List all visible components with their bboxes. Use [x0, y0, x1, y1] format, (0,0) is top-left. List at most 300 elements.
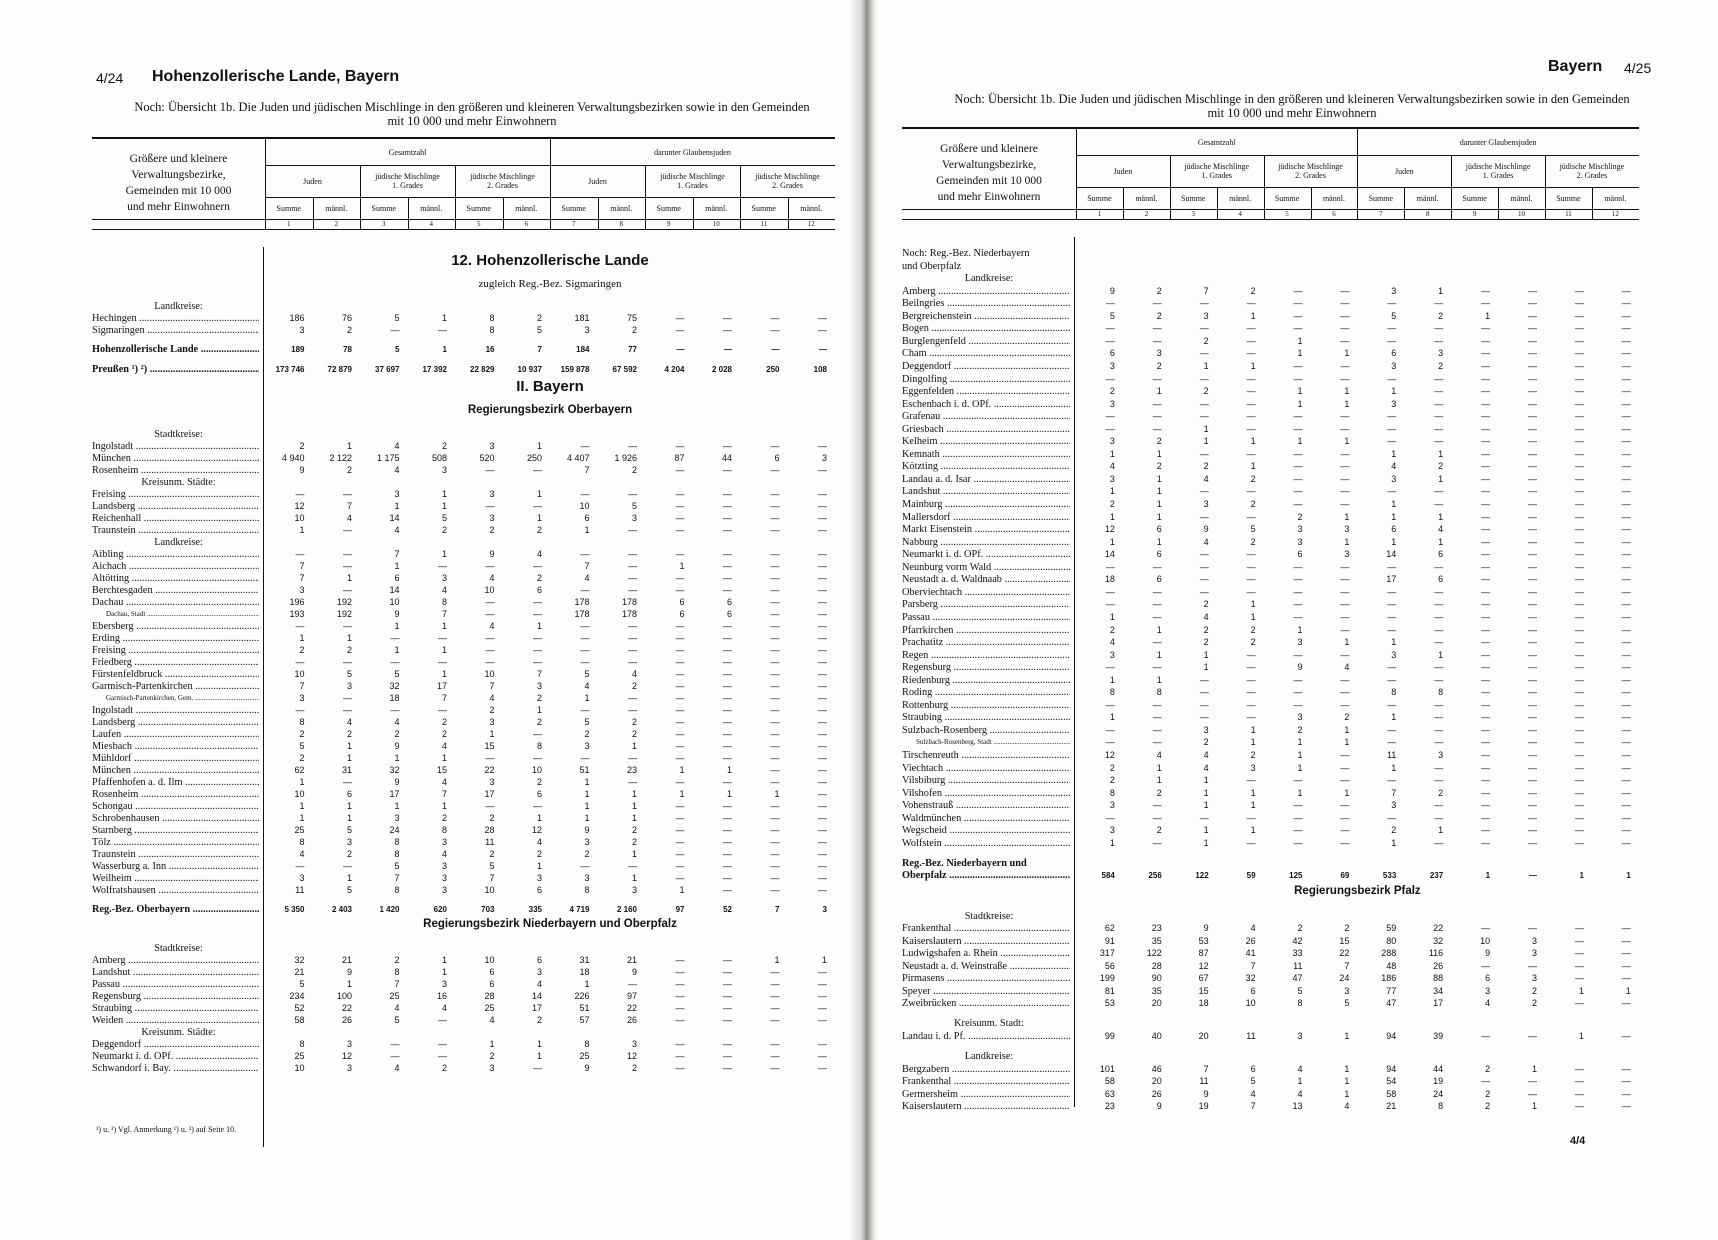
cell-value: 1 [346, 979, 352, 990]
cell-value: 26 [626, 1015, 637, 1026]
cell-value: 58 [1386, 1088, 1397, 1099]
cell-value: — [1621, 687, 1631, 698]
cell-value: 4 [489, 620, 495, 631]
cell-value: — [1481, 699, 1491, 710]
cell-value: 1 [1344, 737, 1350, 748]
cell-value: 1 [299, 800, 305, 811]
cell-value: — [1246, 837, 1256, 848]
cell-value: 1 [821, 955, 827, 966]
cell-value: — [770, 560, 780, 571]
row-label: Neumarkt i. d. OPf. ..... [92, 1051, 259, 1062]
cell-value: — [1621, 737, 1631, 748]
cell-value: 24 [389, 824, 400, 835]
cell-value: 9 [1297, 662, 1303, 673]
row-heading-label: Stadtkreise: [154, 428, 203, 440]
header-summe: Summe [1274, 193, 1300, 203]
row-heading [92, 477, 265, 488]
cell-value: 2 [536, 572, 542, 583]
cell-value: — [1481, 524, 1491, 535]
table-row [92, 669, 835, 680]
row-heading [92, 537, 265, 548]
cell-value: 53 [1104, 998, 1115, 1009]
cell-value: 8 [489, 325, 495, 336]
cell-value: — [1481, 448, 1491, 459]
cell-value: — [1574, 285, 1584, 296]
cell-value: 226 [574, 991, 590, 1002]
cell-value: — [1293, 310, 1303, 321]
cell-value: 11 [295, 884, 305, 895]
cell-value: — [580, 548, 590, 559]
table-row [902, 1101, 1639, 1112]
table-row [902, 537, 1639, 548]
cell-value: — [1481, 712, 1491, 723]
cell-value: — [1152, 611, 1162, 622]
cell-value: 8 [1438, 1101, 1444, 1112]
cell-value: — [723, 620, 732, 631]
cell-value: 3 [1297, 1031, 1303, 1042]
cell-value: — [580, 644, 590, 655]
cell-value: 5 [1250, 524, 1256, 535]
cell-value: — [723, 728, 732, 739]
cell-value: 7 [584, 560, 590, 571]
cell-value: — [675, 776, 685, 787]
cell-value: 5 [441, 512, 447, 523]
cell-value: 3 [1531, 948, 1537, 959]
cell-value: 3 [299, 872, 305, 883]
table-row [902, 486, 1639, 497]
cell-value: — [1481, 398, 1491, 409]
row-label: München ..... [92, 453, 259, 464]
cell-value: 1 [1203, 423, 1209, 434]
cell-value: — [818, 824, 827, 835]
cell-value: — [818, 560, 827, 571]
cell-value: — [1527, 335, 1537, 346]
cell-value: 2 [346, 848, 352, 859]
row-label: Hechingen ..... [92, 313, 259, 324]
cell-value: 3 [394, 812, 400, 823]
cell-value: 5 [631, 500, 637, 511]
cell-value: 1 [346, 872, 352, 883]
cell-value: 3 [584, 872, 590, 883]
cell-value: 9 [394, 740, 400, 751]
cell-value: 2 [536, 776, 542, 787]
stub-header [902, 129, 1076, 217]
cell-value: — [770, 740, 780, 751]
cell-value: 196 [289, 596, 305, 607]
cell-value: 62 [294, 764, 305, 775]
row-label: Regensburg ..... [92, 991, 259, 1002]
cell-value: — [1621, 674, 1631, 685]
cell-value: — [1199, 699, 1209, 710]
row-label: Riedenburg ..... [902, 675, 1070, 686]
cell-value: 317 [1099, 948, 1115, 959]
cell-value: — [1621, 473, 1631, 484]
cell-value: 2 [1203, 335, 1209, 346]
cell-value: — [390, 1039, 400, 1050]
subtitle-line: mit 10 000 und mehr Einwohnern [387, 114, 557, 128]
cell-value: — [1293, 674, 1303, 685]
header-maennl: männl. [420, 203, 443, 213]
cell-value: — [1621, 323, 1631, 334]
cell-value: 5 [394, 668, 400, 679]
cell-value: — [1199, 812, 1209, 823]
cell-value: 1 [679, 764, 685, 775]
cell-value: 5 350 [284, 905, 305, 914]
cell-value: 584 [1101, 871, 1115, 881]
cell-value: 8 [584, 1039, 590, 1050]
cell-value: 6 [394, 572, 400, 583]
header-line: jüdische Mischlinge [470, 172, 535, 181]
section-title: Regierungsbezirk Pfalz [1294, 885, 1421, 898]
cell-value: 10 937 [517, 364, 542, 374]
page-number: 4/24 [96, 70, 124, 86]
cell-value: — [1574, 398, 1584, 409]
cell-value: 4 407 [566, 452, 590, 463]
cell-value: — [1340, 373, 1350, 384]
rule [1123, 187, 1124, 219]
row-label: Prachatitz ..... [902, 637, 1070, 648]
cell-value: 1 [1626, 871, 1631, 881]
cell-value: 1 [1109, 611, 1115, 622]
cell-value: 2 [1344, 712, 1350, 723]
cell-value: 15 [484, 740, 495, 751]
row-label: Tirschenreuth ..... [902, 750, 1070, 761]
cell-value: 5 [1109, 310, 1115, 321]
row-label: Mallersdorf ..... [902, 512, 1070, 523]
cell-value: — [1481, 436, 1491, 447]
cell-value: 11 [485, 836, 495, 847]
cell-value: 1 [536, 704, 542, 715]
cell-value: — [818, 812, 827, 823]
cell-value: — [1527, 649, 1537, 660]
cell-value: 58 [294, 1015, 305, 1026]
row-label: Zweibrücken ..... [902, 998, 1070, 1009]
cell-value: — [438, 704, 447, 715]
cell-value: 17 [531, 1003, 542, 1014]
row-label: Landshut ..... [92, 967, 259, 978]
cell-value: 1 [394, 800, 400, 811]
rule [313, 197, 314, 229]
cell-value: — [1621, 486, 1631, 497]
cell-value: — [676, 345, 685, 355]
cell-value: 2 [1156, 310, 1162, 321]
cell-value: — [1621, 750, 1631, 760]
cell-value: — [675, 1039, 685, 1050]
cell-value: — [1293, 687, 1303, 698]
cell-value: — [1574, 423, 1584, 434]
row-label: Ingolstadt ..... [92, 705, 259, 716]
cell-value: — [1621, 549, 1631, 560]
cell-value: — [770, 325, 780, 336]
cell-value: — [1481, 473, 1491, 484]
cell-value: 10 [484, 884, 495, 895]
cell-value: 1 [394, 752, 400, 763]
cell-value: 9 [631, 967, 637, 978]
table-row [902, 562, 1639, 573]
header-maennl: männl. [610, 203, 633, 213]
row-label: Mühldorf ..... [92, 753, 259, 764]
header-line: 2. Grades [1576, 171, 1608, 180]
row-label: Schrobenhausen ..... [92, 813, 259, 824]
rule [1076, 129, 1077, 219]
cell-value: — [1152, 812, 1162, 823]
cell-value: — [1621, 448, 1631, 459]
cell-value: 2 [1203, 624, 1209, 635]
cell-value: — [1574, 298, 1584, 309]
rule [1498, 187, 1499, 219]
cell-value: 3 [631, 512, 637, 523]
cell-value: — [818, 752, 827, 763]
cell-value: — [675, 572, 685, 583]
cell-value: 17 [436, 680, 447, 691]
cell-value: — [1387, 411, 1397, 422]
cell-value: — [1527, 561, 1537, 572]
cell-value: — [1434, 298, 1444, 309]
cell-value: — [1574, 812, 1584, 823]
cell-value: — [1293, 323, 1303, 334]
cell-value: — [675, 548, 685, 559]
cell-value: 2 [1109, 762, 1115, 773]
cell-value: — [1574, 662, 1584, 673]
table-row [92, 325, 835, 336]
cell-value: — [1621, 973, 1631, 984]
cell-value: 1 [441, 488, 447, 499]
cell-value: 8 [299, 836, 305, 847]
cell-value: — [485, 644, 495, 655]
cell-value: — [1434, 323, 1444, 334]
cell-value: — [1105, 423, 1115, 434]
cell-value: 1 [1156, 473, 1162, 484]
stub-header-line: und mehr Einwohnern [127, 201, 230, 213]
cell-value: 4 [1297, 1063, 1303, 1074]
cell-value: 2 [1109, 775, 1115, 786]
cell-value: — [1481, 923, 1491, 934]
cell-value: — [1481, 724, 1491, 735]
row-label: Eschenbach i. d. OPf. ..... [902, 399, 1070, 410]
cell-value: — [1152, 662, 1162, 673]
cell-value: 4 [536, 836, 542, 847]
cell-value: 116 [1428, 948, 1444, 959]
header-gesamtzahl: Gesamtzahl [388, 147, 427, 157]
row-label: Neunburg vorm Wald ..... [902, 562, 1070, 573]
cell-value: 1 [1391, 837, 1397, 848]
cell-value: 3 [1203, 724, 1209, 735]
cell-value: 12 [1104, 750, 1115, 760]
cell-value: 72 879 [327, 364, 352, 374]
cell-value: — [628, 692, 637, 703]
column-number: 5 [1285, 209, 1289, 218]
cell-value: — [1105, 812, 1115, 823]
cell-value: 2 [536, 524, 542, 535]
cell-value: — [1199, 511, 1209, 522]
cell-value: 1 [1344, 386, 1350, 397]
cell-value: — [1621, 524, 1631, 535]
cell-value: — [628, 440, 637, 451]
cell-value: — [770, 608, 780, 619]
cell-value: 3 [1391, 649, 1397, 660]
row-label: Berchtesgaden ..... [92, 585, 259, 596]
cell-value: 1 [1344, 536, 1350, 547]
cell-value: 3 [489, 716, 495, 727]
cell-value: 2 [1297, 923, 1303, 934]
cell-value: 20 [1198, 1031, 1209, 1042]
table-row [92, 813, 835, 824]
cell-value: — [1527, 674, 1537, 685]
cell-value: — [1340, 586, 1350, 597]
cell-value: 2 [441, 1063, 447, 1074]
cell-value: — [1574, 624, 1584, 635]
cell-value: 26 [341, 1015, 352, 1026]
cell-value: 33 [1292, 948, 1303, 959]
cell-value: 178 [621, 596, 637, 607]
cell-value: — [1527, 712, 1537, 723]
cell-value: — [1340, 599, 1350, 610]
row-heading [902, 1051, 1076, 1062]
cell-value: 181 [574, 313, 590, 324]
cell-value: — [1387, 699, 1397, 710]
cell-value: 2 [346, 728, 352, 739]
cell-value: — [1527, 923, 1537, 934]
cell-value: 2 [1250, 637, 1256, 648]
cell-value: — [1293, 360, 1303, 371]
rule [1451, 155, 1452, 219]
cell-value: 17 392 [422, 364, 447, 374]
cell-value: 3 [346, 1063, 352, 1074]
cell-value: 288 [1381, 948, 1397, 959]
cell-value: — [1621, 812, 1631, 823]
rule [550, 139, 551, 229]
table-row [92, 904, 835, 915]
cell-value: — [770, 596, 780, 607]
table-row [902, 870, 1639, 881]
cell-value: 3 [536, 872, 542, 883]
cell-value: — [1152, 837, 1162, 848]
header-juden: Juden [1394, 166, 1414, 176]
cell-value: 192 [336, 608, 352, 619]
row-label: Wasserburg a. Inn ..... [92, 861, 259, 872]
cell-value: 5 [346, 824, 352, 835]
cell-value: 4 [1391, 461, 1397, 472]
cell-value: 8 [1391, 687, 1397, 698]
cell-value: — [675, 955, 685, 966]
cell-value: 2 [631, 680, 637, 691]
cell-value: 1 [1203, 436, 1209, 447]
column-number: 7 [572, 219, 576, 228]
row-label: München ..... [92, 765, 259, 776]
cell-value: 1 [441, 313, 447, 324]
cell-value: 7 [536, 668, 542, 679]
cell-value: 9 [584, 824, 590, 835]
cell-value: 256 [1148, 871, 1162, 881]
cell-value: 7 [584, 464, 590, 475]
cell-value: — [1340, 335, 1350, 346]
table-row [92, 525, 835, 536]
cell-value: — [818, 608, 827, 619]
table-row [902, 323, 1639, 334]
cell-value: — [1527, 812, 1537, 823]
cell-value: — [533, 500, 542, 511]
cell-value: 51 [579, 764, 590, 775]
cell-value: — [1527, 960, 1537, 971]
cell-value: 23 [1104, 1101, 1115, 1112]
cell-value: 1 [1297, 436, 1303, 447]
cell-value: 3 [821, 452, 827, 463]
cell-value: — [1574, 1063, 1584, 1074]
cell-value: 97 [675, 905, 685, 914]
right-page [870, 0, 1718, 1240]
cell-value: — [675, 313, 685, 324]
cell-value: 1 [679, 884, 685, 895]
cell-value: 520 [479, 452, 495, 463]
cell-value: 2 [1250, 750, 1256, 760]
cell-value: — [675, 488, 685, 499]
cell-value: 189 [291, 345, 305, 355]
cell-value: 1 [489, 1039, 495, 1050]
cell-value: 1 [1438, 448, 1444, 459]
cell-value: — [1199, 574, 1209, 585]
cell-value: — [1340, 423, 1350, 434]
cell-value: 1 [394, 620, 400, 631]
cell-value: — [675, 991, 685, 1002]
cell-value: — [1434, 586, 1444, 597]
header-m1 [645, 165, 740, 197]
cell-value: 40 [1151, 1031, 1162, 1042]
cell-value: 4 [394, 440, 400, 451]
cell-value: — [1621, 948, 1631, 959]
cell-value: — [1199, 549, 1209, 560]
cell-value: 99 [1104, 1031, 1115, 1042]
header-line: 2. Grades [1295, 171, 1326, 180]
cell-value: — [770, 680, 780, 691]
cell-value: — [1340, 825, 1350, 836]
cell-value: 9 [1203, 1088, 1209, 1099]
cell-value: 7 [775, 905, 780, 914]
cell-value: 1 [584, 979, 590, 990]
row-heading-label: Reg.-Bez. Niederbayern und [902, 857, 1027, 869]
table-row [92, 1051, 835, 1062]
cell-value: — [1340, 775, 1350, 786]
section-title: II. Bayern [516, 377, 584, 395]
cell-value: — [1527, 323, 1537, 334]
cell-value: 3 [631, 884, 637, 895]
cell-value: 14 [389, 584, 400, 595]
cell-value: — [1434, 499, 1444, 509]
cell-value: 1 [1578, 1031, 1584, 1042]
table-row [902, 499, 1639, 510]
cell-value: 122 [1195, 871, 1209, 881]
cell-value: 1 [441, 800, 447, 811]
cell-value: — [580, 752, 590, 763]
cell-value: — [770, 812, 780, 823]
cell-value: — [770, 991, 780, 1002]
cell-value: 10 [484, 955, 495, 966]
cell-value: — [1481, 599, 1491, 610]
cell-value: — [675, 524, 685, 535]
cell-value: — [1527, 373, 1537, 384]
cell-value: — [1527, 699, 1537, 710]
cell-value: — [580, 704, 590, 715]
cell-value: — [1387, 724, 1397, 735]
rule [740, 165, 741, 229]
cell-value: — [1621, 360, 1631, 371]
cell-value: 7 [1203, 1063, 1209, 1074]
cell-value: — [485, 464, 495, 475]
cell-value: — [1574, 310, 1584, 321]
cell-value: 1 [1438, 285, 1444, 296]
cell-value: 11 [1246, 1031, 1256, 1042]
cell-value: 5 [299, 979, 305, 990]
cell-value: — [1293, 298, 1303, 309]
